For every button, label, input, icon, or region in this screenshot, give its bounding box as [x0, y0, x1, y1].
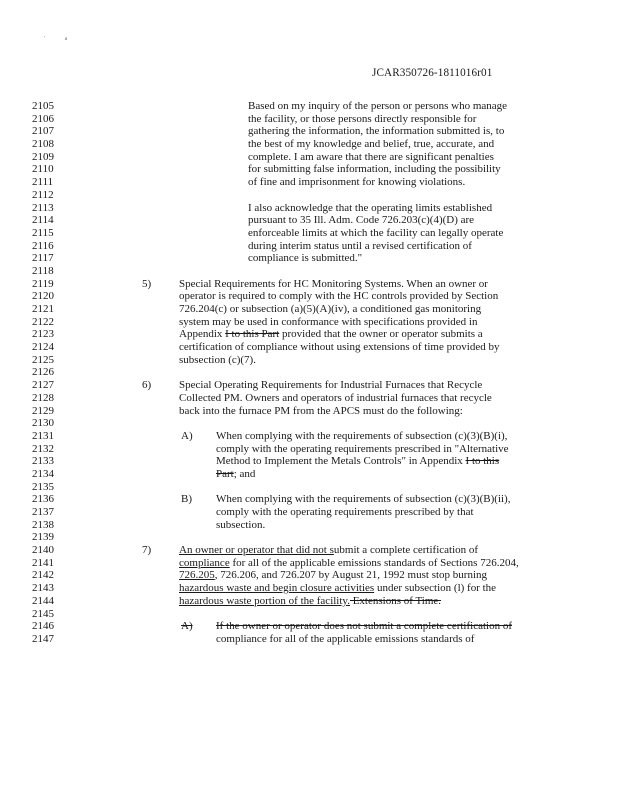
line-text — [248, 125, 504, 138]
line-number: 2119 — [32, 277, 54, 290]
text-segment: compliance is submitted." — [248, 252, 363, 265]
document-line — [0, 125, 618, 138]
line-number: 2136 — [32, 493, 54, 506]
text-segment: Collected PM. Owners and operators of industrial furnaces that recycle — [179, 391, 492, 404]
document-line — [0, 341, 618, 354]
line-number: 2140 — [32, 544, 54, 557]
line-text — [179, 341, 499, 354]
line-text — [179, 303, 481, 316]
line-text — [179, 392, 492, 405]
line-number: 2127 — [32, 379, 54, 392]
text-segment: operator is required to comply with the HC controls provided by Section — [179, 290, 499, 303]
text-segment: ubmit a complete certification of — [333, 544, 479, 557]
line-number: 2112 — [32, 188, 54, 201]
text-segment: of fine and imprisonment for knowing violations. — [248, 176, 466, 189]
document-line — [0, 328, 618, 341]
line-number: 2118 — [32, 264, 54, 277]
document-line — [0, 138, 618, 151]
text-segment: When complying with the requirements of subsection (c)(3)(B)(i), — [216, 429, 508, 442]
text-segment: subsection. — [216, 518, 266, 531]
line-text — [179, 544, 478, 557]
text-segment: comply with the operating requirements prescribed in "Alternative — [216, 442, 509, 455]
text-segment: system may be used in conformance with specifications provided in — [179, 315, 478, 328]
line-text — [248, 214, 474, 227]
line-number: 2134 — [32, 467, 54, 480]
page-mark: ' — [44, 36, 46, 42]
text-segment: Special Operating Requirements for Industrial Furnaces that Recycle — [179, 379, 483, 392]
line-number: 2142 — [32, 569, 54, 582]
subitem-letter: A) — [181, 620, 193, 633]
line-number: 2133 — [32, 455, 54, 468]
document-line — [0, 316, 618, 329]
line-text — [179, 557, 519, 570]
line-text — [248, 202, 492, 215]
line-text — [248, 240, 472, 253]
text-segment: under subsection (l) for the — [374, 582, 497, 595]
document-line — [0, 354, 618, 367]
document-line — [0, 290, 618, 303]
page-marks — [44, 36, 67, 42]
text-segment: comply with the operating requirements prescribed by that — [216, 506, 474, 518]
deleted-text: If the owner or operator does not submit a complete certification of — [216, 620, 512, 633]
document-line — [0, 430, 618, 443]
line-number: 2105 — [32, 100, 54, 112]
line-text — [179, 569, 487, 582]
text-segment: for submitting false information, including the possibility — [248, 163, 501, 176]
line-number: 2125 — [32, 353, 54, 366]
line-number: 2141 — [32, 556, 54, 569]
text-segment: Appendix — [179, 328, 226, 341]
line-number: 2111 — [32, 176, 54, 189]
line-text — [179, 379, 482, 392]
text-segment: ; and — [233, 467, 256, 480]
document-line — [0, 252, 618, 265]
line-text — [179, 328, 483, 341]
line-number: 2135 — [32, 480, 54, 493]
deleted-text: I to this — [465, 455, 500, 468]
document-line — [0, 569, 618, 582]
line-text — [216, 506, 474, 519]
document-line — [0, 202, 618, 215]
line-number: 2123 — [32, 328, 54, 341]
text-segment: When complying with the requirements of subsection (c)(3)(B)(ii), — [216, 493, 511, 506]
text-segment: the facility, or those persons directly responsible for — [248, 112, 477, 125]
line-text — [248, 151, 494, 164]
document-line — [0, 278, 618, 291]
text-segment: , 726.206, and 726.207 by August 21, 1992 must stop burning — [214, 569, 488, 582]
line-text — [248, 100, 507, 113]
document-line — [0, 468, 618, 481]
document-line — [0, 303, 618, 316]
document-line — [0, 405, 618, 418]
line-text — [216, 468, 255, 481]
document-line — [0, 379, 618, 392]
line-text — [179, 278, 488, 291]
line-text — [179, 595, 441, 608]
item-number: 6) — [142, 379, 152, 392]
line-number: 2122 — [32, 315, 54, 328]
document-line — [0, 240, 618, 253]
line-number: 2137 — [32, 506, 54, 518]
inserted-text: 726.205 — [179, 569, 215, 582]
line-text — [179, 316, 477, 329]
line-text — [216, 519, 265, 532]
line-text — [179, 405, 463, 418]
text-segment: during interim status until a revised certification of — [248, 239, 472, 252]
text-segment: gathering the information, the information submitted is, to — [248, 125, 505, 138]
text-segment: Special Requirements for HC Monitoring Systems. When an owner or — [179, 277, 488, 290]
document-line — [0, 582, 618, 595]
document-line — [0, 113, 618, 126]
line-number: 2132 — [32, 442, 54, 455]
line-number: 2139 — [32, 531, 54, 544]
document-line — [0, 214, 618, 227]
line-text — [248, 138, 494, 151]
line-text — [216, 430, 507, 443]
text-segment: for all of the applicable emissions standards of Sections 726.204, — [229, 556, 519, 569]
line-number: 2120 — [32, 290, 54, 303]
document-id: JCAR350726-1811016r01 — [372, 67, 493, 79]
document-line — [0, 620, 618, 633]
line-text — [248, 163, 501, 176]
text-segment: I also acknowledge that the operating limits established — [248, 201, 493, 214]
text-segment: the best of my knowledge and belief, true, accurate, and — [248, 138, 495, 151]
line-number: 2106 — [32, 112, 54, 125]
line-number: 2124 — [32, 341, 54, 354]
line-text — [179, 582, 496, 595]
document-line — [0, 100, 618, 113]
text-segment: compliance for all of the applicable emissions standards of — [216, 632, 475, 645]
text-segment: certification of compliance without using extensions of time provided by — [179, 341, 500, 354]
line-number: 2144 — [32, 594, 54, 607]
document-line — [0, 455, 618, 468]
line-number: 2126 — [32, 366, 54, 379]
document-line — [0, 163, 618, 176]
line-text — [216, 455, 499, 468]
text-segment: provided that the owner or operator submits a — [279, 328, 483, 341]
deleted-text: Extensions of Time. — [349, 594, 442, 607]
document-line — [0, 392, 618, 405]
document-line — [0, 506, 618, 519]
line-number: 2146 — [32, 620, 54, 633]
line-number: 2113 — [32, 201, 54, 214]
document-line — [0, 557, 618, 570]
line-number: 2107 — [32, 125, 54, 138]
text-segment: subsection (c)(7). — [179, 353, 256, 366]
line-text — [248, 227, 503, 240]
inserted-text: hazardous waste portion of the facility. — [179, 594, 350, 607]
line-number: 2121 — [32, 303, 54, 315]
line-number: 2109 — [32, 150, 54, 163]
text-segment: Method to Implement the Metals Controls" in Appendix — [216, 455, 466, 468]
line-number: 2116 — [32, 239, 54, 252]
line-text — [216, 443, 509, 456]
document-line — [0, 544, 618, 557]
document-line — [0, 265, 618, 278]
document-line — [0, 481, 618, 494]
line-text — [216, 493, 510, 506]
document-line — [0, 151, 618, 164]
line-text — [216, 633, 474, 646]
inserted-text: An owner or operator that did not s — [179, 544, 334, 557]
subitem-letter: B) — [181, 493, 192, 506]
inserted-text: hazardous waste and begin closure activities — [179, 582, 375, 595]
line-number: 2145 — [32, 607, 54, 620]
document-line — [0, 417, 618, 430]
line-number: 2128 — [32, 391, 54, 404]
document-line — [0, 493, 618, 506]
text-segment: 726.204(c) or subsection (a)(5)(A)(iv), a conditioned gas monitoring — [179, 303, 482, 315]
line-number: 2117 — [32, 252, 54, 265]
text-segment: Based on my inquiry of the person or persons who manage — [248, 100, 508, 112]
document-line — [0, 633, 618, 646]
inserted-text: compliance — [179, 556, 230, 569]
line-text — [216, 620, 512, 633]
line-number: 2110 — [32, 163, 54, 176]
line-number: 2130 — [32, 417, 54, 430]
deleted-text: I to this Part — [225, 328, 280, 341]
document-line — [0, 443, 618, 456]
line-number: 2129 — [32, 404, 54, 417]
line-number: 2147 — [32, 632, 54, 645]
item-number: 7) — [142, 544, 152, 557]
line-text — [248, 252, 362, 265]
item-number: 5) — [142, 277, 152, 290]
document-line — [0, 519, 618, 532]
line-text — [248, 113, 476, 126]
document-line — [0, 176, 618, 189]
line-text — [179, 354, 256, 367]
document-line — [0, 189, 618, 202]
line-number: 2115 — [32, 226, 54, 239]
line-text — [179, 290, 498, 303]
document-body — [0, 100, 618, 646]
document-line — [0, 227, 618, 240]
document-line — [0, 366, 618, 379]
document-line — [0, 595, 618, 608]
text-segment: back into the furnace PM from the APCS must do the following: — [179, 404, 463, 417]
document-line — [0, 608, 618, 621]
line-number: 2131 — [32, 429, 54, 442]
text-segment: pursuant to 35 Ill. Adm. Code 726.203(c)(4)(D) are — [248, 214, 475, 227]
line-text — [248, 176, 465, 189]
line-number: 2108 — [32, 138, 54, 151]
page-mark: a — [64, 36, 68, 42]
line-number: 2138 — [32, 518, 54, 531]
deleted-text: Part — [216, 467, 234, 480]
document-line — [0, 531, 618, 544]
subitem-letter: A) — [181, 429, 193, 442]
text-segment: complete. I am aware that there are significant penalties — [248, 150, 494, 163]
line-number: 2114 — [32, 214, 54, 227]
line-number: 2143 — [32, 582, 54, 595]
text-segment: enforceable limits at which the facility can legally operate — [248, 226, 504, 239]
